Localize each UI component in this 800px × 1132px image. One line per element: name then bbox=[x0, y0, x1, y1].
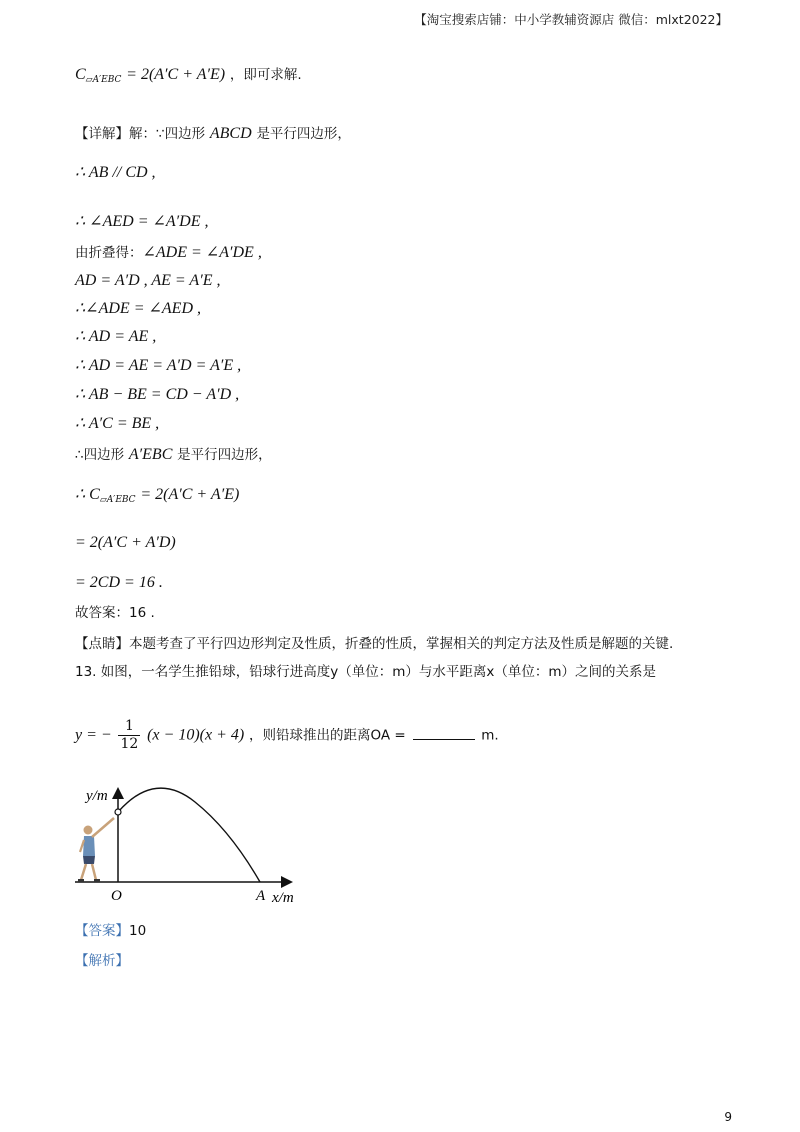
origin-label: O bbox=[111, 888, 122, 904]
answer-section bbox=[75, 920, 146, 941]
step-angle-aed: ∴ ∠AED = ∠A′DE , bbox=[75, 213, 209, 230]
step-ac-be: ∴ A′C = BE , bbox=[75, 415, 160, 432]
page-number: 9 bbox=[724, 1110, 732, 1124]
answer-value: 10 bbox=[129, 923, 147, 939]
student-figure bbox=[78, 818, 114, 882]
step-all-equal: ∴ AD = AE = A′D = A′E , bbox=[75, 357, 242, 374]
question-13-formula: y = − $\frac{1}{12}$ (x − 10)(x + 4) ，则铅球推出的距离OA = m. bbox=[75, 718, 499, 752]
question-13-text: 13. 如图，一名学生推铅球，铅球行进高度y（单位：m）与水平距离x（单位：m）之间的关系是 bbox=[75, 664, 657, 680]
formula-line-1: $C_{▱A'EBC} = 2(A'C + A'E)$ ，即可求解. bbox=[75, 66, 302, 85]
step-perimeter: ∴ $C_{▱A'EBC} = 2(A'C + A'E)$ bbox=[75, 486, 240, 505]
step-ab-parallel-cd: ∴ AB // CD , bbox=[75, 164, 156, 181]
detail-line: 【详解】解：∵四边形 ABCD 是平行四边形， bbox=[75, 125, 351, 142]
y-axis-label: y/m bbox=[86, 788, 108, 804]
point-a-label: A bbox=[256, 888, 266, 904]
detail-label: 【详解】 bbox=[75, 126, 129, 142]
step-ad-eq: AD = A′D , AE = A′E , bbox=[75, 272, 221, 289]
shot-put-figure bbox=[70, 780, 310, 910]
page-header: 【淘宝搜索店铺：中小学教辅资源店 微信：mlxt2022】 bbox=[414, 12, 728, 27]
step-ab-be: ∴ AB − BE = CD − A′D , bbox=[75, 386, 240, 403]
shot-ball bbox=[115, 809, 121, 815]
step-ad-ae: ∴ AD = AE , bbox=[75, 328, 157, 345]
step-result: = 2CD = 16 . bbox=[75, 574, 163, 591]
x-axis-label: x/m bbox=[272, 890, 294, 906]
answer-line: 故答案：16 . bbox=[75, 605, 155, 621]
analysis-section bbox=[75, 950, 129, 971]
trajectory-curve bbox=[118, 788, 260, 882]
comment-line: 【点睛】本题考查了平行四边形判定及性质，折叠的性质，掌握相关的判定方法及性质是解题的关键. bbox=[75, 636, 674, 652]
answer-blank bbox=[413, 725, 475, 740]
step-perimeter-2: = 2(A′C + A′D) bbox=[75, 534, 176, 551]
step-angle-ade: ∴∠ADE = ∠AED , bbox=[75, 300, 201, 317]
step-fold: 由折叠得：∠ADE = ∠A′DE , bbox=[75, 244, 262, 261]
step-parallelogram: ∴四边形 A′EBC 是平行四边形， bbox=[75, 446, 272, 463]
analysis-label: 【解析】 bbox=[75, 953, 129, 969]
fraction: $\frac{1}{12}$ bbox=[120, 718, 139, 752]
answer-label: 【答案】 bbox=[75, 923, 129, 939]
